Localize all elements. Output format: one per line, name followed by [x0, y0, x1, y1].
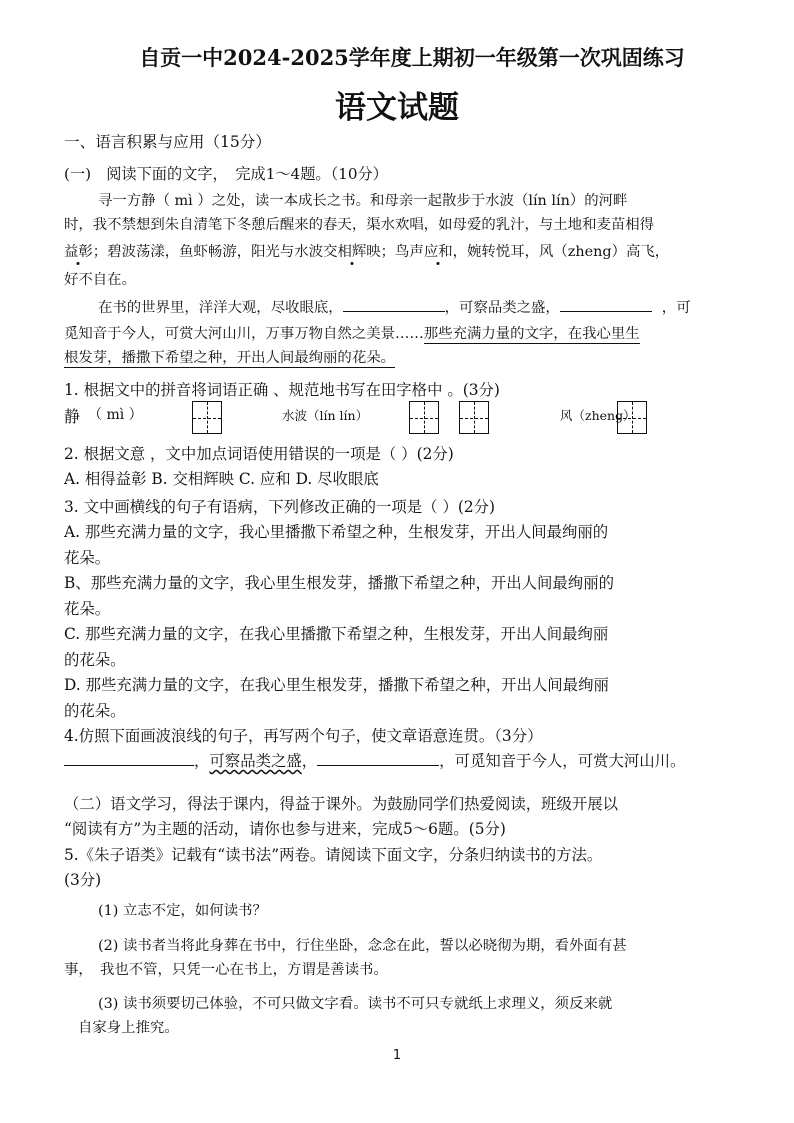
- passage-text: ，可: [661, 300, 691, 316]
- q3-option-a-line2: 花朵。: [64, 549, 111, 567]
- passage-text: ；碧波荡漾，鱼虾畅游，阳光与水波: [92, 244, 324, 260]
- passage-text: 觅知音于今人，可赏大河山川，万事万物自然之美景……: [64, 326, 424, 342]
- q3-stem: 3. 文中画横线的句子有语病，下列修改正确的一项是（ ）(2分): [64, 498, 496, 516]
- tianzige-box-zheng[interactable]: [617, 401, 647, 434]
- passage-p2-line3: [64, 346, 395, 367]
- dotted-word-xiangdeyizhang: 益彰: [64, 244, 93, 260]
- passage-p1-line4: 好不自在。: [64, 272, 136, 288]
- passage-text: 在书的世界里，洋洋大观，尽收眼底，: [98, 300, 343, 316]
- q3-option-b-line2: 花朵。: [64, 600, 111, 618]
- part1-heading: 一、语言积累与应用（15分）: [64, 133, 271, 151]
- q3-option-d-line1: D. 那些充满力量的文字，在我心里生根发芽，播撒下希望之种，开出人间最绚丽: [64, 676, 609, 694]
- q3-option-d-line2: 的花朵。: [64, 702, 126, 720]
- passage-text: ；鸟声: [380, 244, 424, 260]
- punct: ，: [301, 752, 318, 770]
- part2-line1: （二）语文学习，得法于课内，得益于课外。为鼓励同学们热爱阅读，班级开展以: [64, 795, 619, 813]
- q5-item3-line2: 自家身上推究。: [78, 1020, 179, 1036]
- dotted-word-yinghe: 应和: [423, 244, 453, 260]
- tianzige-box-jing[interactable]: [192, 401, 222, 434]
- q3-option-c-line1: C. 那些充满力量的文字，在我心里播撒下希望之种，生根发芽，开出人间最绚丽: [64, 625, 609, 643]
- q5-item2-line2: 事， 我也不管，只凭一心在书上，方谓是善读书。: [64, 962, 388, 978]
- q2-stem: 2. 根据文意 ，文中加点词语使用错误的一项是（ ）(2分): [64, 445, 454, 463]
- dotted-word-jiaoxianghuiying: 交相辉映: [323, 244, 381, 260]
- answer-blank[interactable]: [317, 751, 439, 766]
- q5-item1: (1) 立志不定，如何读书？: [98, 903, 267, 919]
- q1-word3-label: 风（zheng）: [560, 408, 636, 423]
- wavy-underlined-phrase: 可察品类之盛: [209, 752, 302, 770]
- page-number: 1: [392, 1048, 402, 1063]
- q1-word2-label: 水波（lín lín）: [282, 408, 369, 423]
- q2-options: A. 相得益彰 B. 交相辉映 C. 应和 D. 尽收眼底: [64, 470, 379, 488]
- q3-option-a-line1: A. 那些充满力量的文字，我心里播撒下希望之种，生根发芽，开出人间最绚丽的: [64, 523, 609, 541]
- passage-p1-line1: 寻一方静（ mì ）之处，读一本成长之书。和母亲一起散步于水波（lín lín）的河畔: [98, 193, 628, 209]
- underlined-sentence-end: 根发芽，播撒下希望之种，开出人间最绚丽的花朵。: [64, 350, 395, 366]
- q3-option-b-line1: B、那些充满力量的文字，我心里生根发芽，播撒下希望之种，开出人间最绚丽的: [64, 574, 614, 592]
- answer-blank[interactable]: [560, 297, 652, 312]
- q1-stem: 1. 根据文中的拼音将词语正确 、规范地书写在田字格中 。(3分): [64, 381, 500, 399]
- q5-line2: (3分): [64, 871, 102, 889]
- q4-stem: 4.仿照下面画波浪线的句子，再写两个句子，使文章语意连贯。（3分）: [64, 727, 543, 745]
- part1-sub1: (一) 阅读下面的文字， 完成1～4题。（10分）: [64, 165, 388, 183]
- q1-word1-pinyin: （ mì ）: [88, 407, 143, 423]
- q4-tail: ，可觅知音于今人，可赏大河山川。: [439, 752, 686, 770]
- q5-item2-line1: (2) 读书者当将此身葬在书中，行住坐卧，念念在此，誓以必晓彻为期，看外面有甚: [98, 938, 627, 954]
- tianzige-box-lin2[interactable]: [459, 401, 489, 434]
- passage-p2-line1: [98, 296, 691, 317]
- passage-p1-line2: 时，我不禁想到朱自清笔下冬憩后醒来的春天，渠水欢唱，如母爱的乳汁，与土地和麦苗相得: [64, 217, 655, 233]
- passage-text: ，婉转悦耳，风（zheng）高飞，: [452, 244, 670, 260]
- passage-p2-line2: [64, 322, 640, 343]
- q3-option-c-line2: 的花朵。: [64, 651, 126, 669]
- q4-answer-line: [64, 749, 685, 771]
- underlined-sentence: 那些充满力量的文字，在我心里生: [423, 326, 640, 342]
- exam-subject-title: 语文试题: [335, 90, 459, 126]
- passage-p1-line3: [64, 240, 669, 261]
- exam-header: 自贡一中2024-2025学年度上期初一年级第一次巩固练习: [139, 45, 685, 70]
- punct: ，: [194, 752, 210, 770]
- part2-line2: “阅读有方”为主题的活动，请你也参与进来，完成5～6题。(5分): [64, 820, 506, 838]
- passage-text: ，可察品类之盛，: [444, 300, 560, 316]
- answer-blank[interactable]: [343, 297, 445, 312]
- q5-line1: 5.《朱子语类》记载有“读书法”两卷。请阅读下面文字，分条归纳读书的方法。: [64, 846, 603, 864]
- tianzige-box-lin1[interactable]: [409, 401, 439, 434]
- q5-item3-line1: (3) 读书须要切己体验，不可只做文字看。读书不可只专就纸上求理义，须反来就: [98, 996, 613, 1012]
- answer-blank[interactable]: [64, 751, 194, 766]
- q1-word1-char: 静: [64, 407, 81, 426]
